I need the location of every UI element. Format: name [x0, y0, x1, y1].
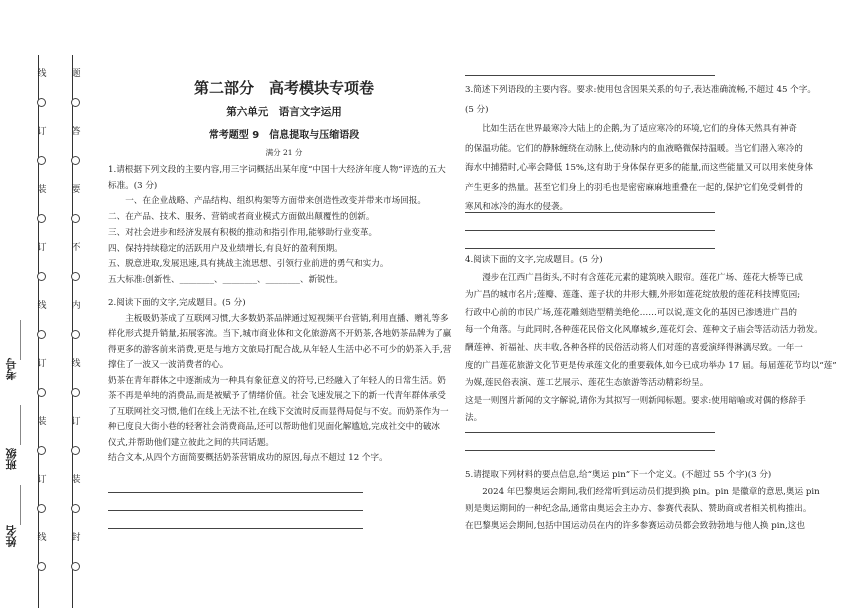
answer-line[interactable] [465, 230, 715, 231]
exam-no-label: 考号 [5, 358, 18, 380]
text-line: 酬莲神、祈福祉、庆丰收,各种各样的民俗活动将人们对莲的喜爱演绎得淋漓尽致。一年一 [465, 343, 803, 353]
text-line: 法。 [465, 413, 483, 424]
class-blank [20, 405, 21, 445]
binding-hole-icon [71, 214, 80, 223]
binding-mark: 题 [71, 69, 81, 79]
binding-hole-icon [71, 156, 80, 165]
binding-mark: 订 [37, 243, 47, 253]
binding-hole-icon [37, 156, 46, 165]
binding-mark: 不 [71, 243, 81, 253]
answer-line[interactable] [465, 450, 715, 451]
text-line: 寒风和冰冷的海水的侵袭。 [465, 202, 569, 212]
text-line: 产生更多的热量。甚至它们身上的羽毛也是密密麻麻地重叠在一起的,保护它们免受刺骨的 [465, 182, 803, 193]
binding-mark: 答 [71, 127, 81, 137]
answer-line[interactable] [465, 212, 715, 213]
text-line: 仪式,并帮助他们建立彼此之间的共同话题。 [108, 437, 275, 448]
binding-mark: 封 [71, 533, 81, 543]
name-blank [20, 485, 21, 525]
binding-hole-icon [71, 272, 80, 281]
binding-hole-icon [71, 388, 80, 397]
class-label: 班级 [5, 448, 18, 470]
text-line: 了互联网社交习惯,他们在线上无法不社,在线下交流时反而显得局促与不安。而奶茶作为一 [108, 406, 449, 417]
text-line: 的保温功能。它们的静脉缠绕在动脉上,使动脉内的血液略微保持温暖。当它们潜入寒冷的 [465, 143, 803, 154]
topic-title: 常考题型 9 信息提取与压缩语段 [208, 130, 360, 141]
text-line: 漫步在江西广昌街头,不时有含莲花元素的建筑映入眼帘。莲花广场、莲花大桥等已成 [465, 272, 803, 283]
text-line: 奶茶在青年群体之中逐渐成为一种具有象征意义的符号,已经融入了年轻人的日常生活。奶 [108, 375, 446, 386]
binding-hole-icon [37, 98, 46, 107]
text-line: 标准。(3 分) [108, 180, 158, 191]
text-line: 每一个角落。与此同时,各种莲花民俗文化风靡城乡,莲花灯会、莲种文子庙会等活动活力勃发。 [465, 325, 823, 336]
answer-line[interactable] [108, 492, 363, 493]
binding-mark: 订 [37, 359, 47, 369]
text-line: 五大标准:创新性、________、________、________、新锐性。 [108, 274, 343, 285]
binding-margin [0, 0, 88, 608]
text-line: 结合文本,从四个方面简要概括奶茶营销成功的原因,每点不超过 12 个字。 [108, 453, 388, 463]
binding-hole-icon [37, 446, 46, 455]
binding-mark: 装 [37, 417, 47, 427]
answer-line[interactable] [465, 432, 715, 433]
text-line: 4.阅读下面的文字,完成题目。(5 分) [465, 255, 603, 265]
binding-hole-icon [37, 214, 46, 223]
text-line: 在巴黎奥运会期间,包括中国运动员在内的许多参赛运动员都会致勃勃地与他人换 pin,这也 [465, 521, 805, 531]
text-line: 主板吸奶茶成了互联网习惯,大多数奶茶品牌通过短视频平台营销,利用直播、赠礼等多 [108, 313, 449, 324]
text-line: 海水中捕猎时,心率会降低 15%,这有助于身体保存更多的能量,而这些能量又可以用来使身体 [465, 163, 813, 173]
text-line: 这是一则图片新闻的文字解说,请你为其拟写一则新闻标题。要求:使用暗喻或对偶的修辞手 [465, 395, 806, 406]
part-title: 第二部分 高考模块专项卷 [193, 79, 374, 97]
binding-hole-icon [71, 562, 80, 571]
binding-hole-icon [37, 272, 46, 281]
binding-mark: 订 [37, 127, 47, 137]
text-line: 为广昌的城市名片;莲瓣、莲蓬、莲子状的井形大棚,外形如莲花绽放般的莲花科技博览园; [465, 290, 801, 301]
binding-hole-icon [37, 504, 46, 513]
text-line: 撑住了一波又一波消费者的心。 [108, 360, 229, 370]
binding-mark: 装 [71, 475, 81, 485]
unit-title: 第六单元 语言文字运用 [226, 106, 342, 118]
binding-mark: 线 [37, 69, 47, 79]
text-line: 2024 年巴黎奥运会期间,我们经常听到运动员们提到换 pin。pin 是徽章的意思,奥运 pin [465, 487, 820, 497]
binding-hole-icon [71, 330, 80, 339]
binding-hole-icon [71, 446, 80, 455]
text-line: 种已度良大街小巷的轻奢社会消费商品,还可以帮助他们见面化解尴尬,完成社交中的破冰 [108, 422, 441, 432]
text-line: 比如生活在世界最寒冷大陆上的企鹅,为了适应寒冷的环境,它们的身体天然具有神奇 [465, 124, 798, 134]
binding-mark: 装 [37, 185, 47, 195]
binding-mark: 线 [71, 359, 81, 369]
text-line: 五、脱意进取,发展迅速,具有挑战主流思想、引领行业前进的勇气和实力。 [108, 259, 389, 270]
text-line: 1.请根据下列文段的主要内容,用三字词概括出某年度“中国十大经济年度人物”评选的五大 [108, 165, 446, 175]
answer-line[interactable] [108, 510, 363, 511]
name-label: 姓名 [5, 525, 18, 547]
text-line: 5.请提取下列材料的要点信息,给“奥运 pin”下一个定义。(不超过 55 个字)(3 分) [465, 470, 772, 480]
text-line: 样化形式提升销量,拓展客流。当下,城市商业体和文化旅游离不开奶茶,各地奶茶品牌为了赢 [108, 329, 452, 339]
binding-mark: 订 [37, 475, 47, 485]
text-line: 度的广昌莲花旅游文化节更是传承莲文化的重要载体,如今已成功举办 17 届。每届莲花节均以“莲” [465, 360, 837, 371]
binding-mark: 订 [71, 417, 81, 427]
top-rule [465, 75, 715, 76]
text-line: 二、在产品、技术、服务、营销或者商业模式方面做出颠覆性的创新。 [108, 212, 375, 223]
score-note: 满分 21 分 [265, 148, 303, 157]
text-line: 三、对社会进步和经济发展有积极的推动和指引作用,能够助行业变革。 [108, 227, 378, 238]
binding-mark: 要 [71, 185, 81, 195]
binding-hole-icon [37, 388, 46, 397]
text-line: 行政中心前的市民广场,莲花雕刻造型精美绝伦……可以说,莲文化的基因已渗透进广昌的 [465, 307, 798, 318]
binding-hole-icon [37, 330, 46, 339]
text-line: 为媒,莲民俗表演、莲工艺展示、莲花生态旅游等活动精彩纷呈。 [465, 378, 709, 389]
binding-hole-icon [37, 562, 46, 571]
binding-hole-icon [71, 504, 80, 513]
text-line: 2.阅读下面的文字,完成题目。(5 分) [108, 298, 246, 308]
text-line: 茶不再是单纯的消费品,而是被赋予了情绪价值。社会飞速发展之下的新一代青年群体承受 [108, 391, 446, 401]
text-line: 得更多的游客前来消费,更是与地方文旅局打配合战,从年轻人生活中必不可少的奶茶入手,营 [108, 344, 452, 355]
answer-line[interactable] [465, 248, 715, 249]
text-line: 则是奥运期间的一种纪念品,通常由奥运会主办方、参赛代表队、赞助商或者相关机构推出。 [465, 504, 812, 514]
text-line: (5 分) [465, 104, 489, 115]
binding-mark: 内 [71, 301, 81, 311]
binding-hole-icon [71, 98, 80, 107]
text-line: 3.简述下列语段的主要内容。要求:使用包含因果关系的句子,表达准确流畅,不超过 45 个字。 [465, 85, 816, 95]
binding-mark: 线 [37, 533, 47, 543]
text-line: 一、在企业战略、产品结构、组织构架等方面带来创造性改变并带来市场回报。 [108, 196, 426, 207]
binding-mark: 线 [37, 301, 47, 311]
exam-no-blank [20, 320, 21, 360]
text-line: 四、保持持续稳定的活跃用户及业绩增长,有良好的盈利预期。 [108, 243, 343, 254]
answer-line[interactable] [108, 528, 363, 529]
